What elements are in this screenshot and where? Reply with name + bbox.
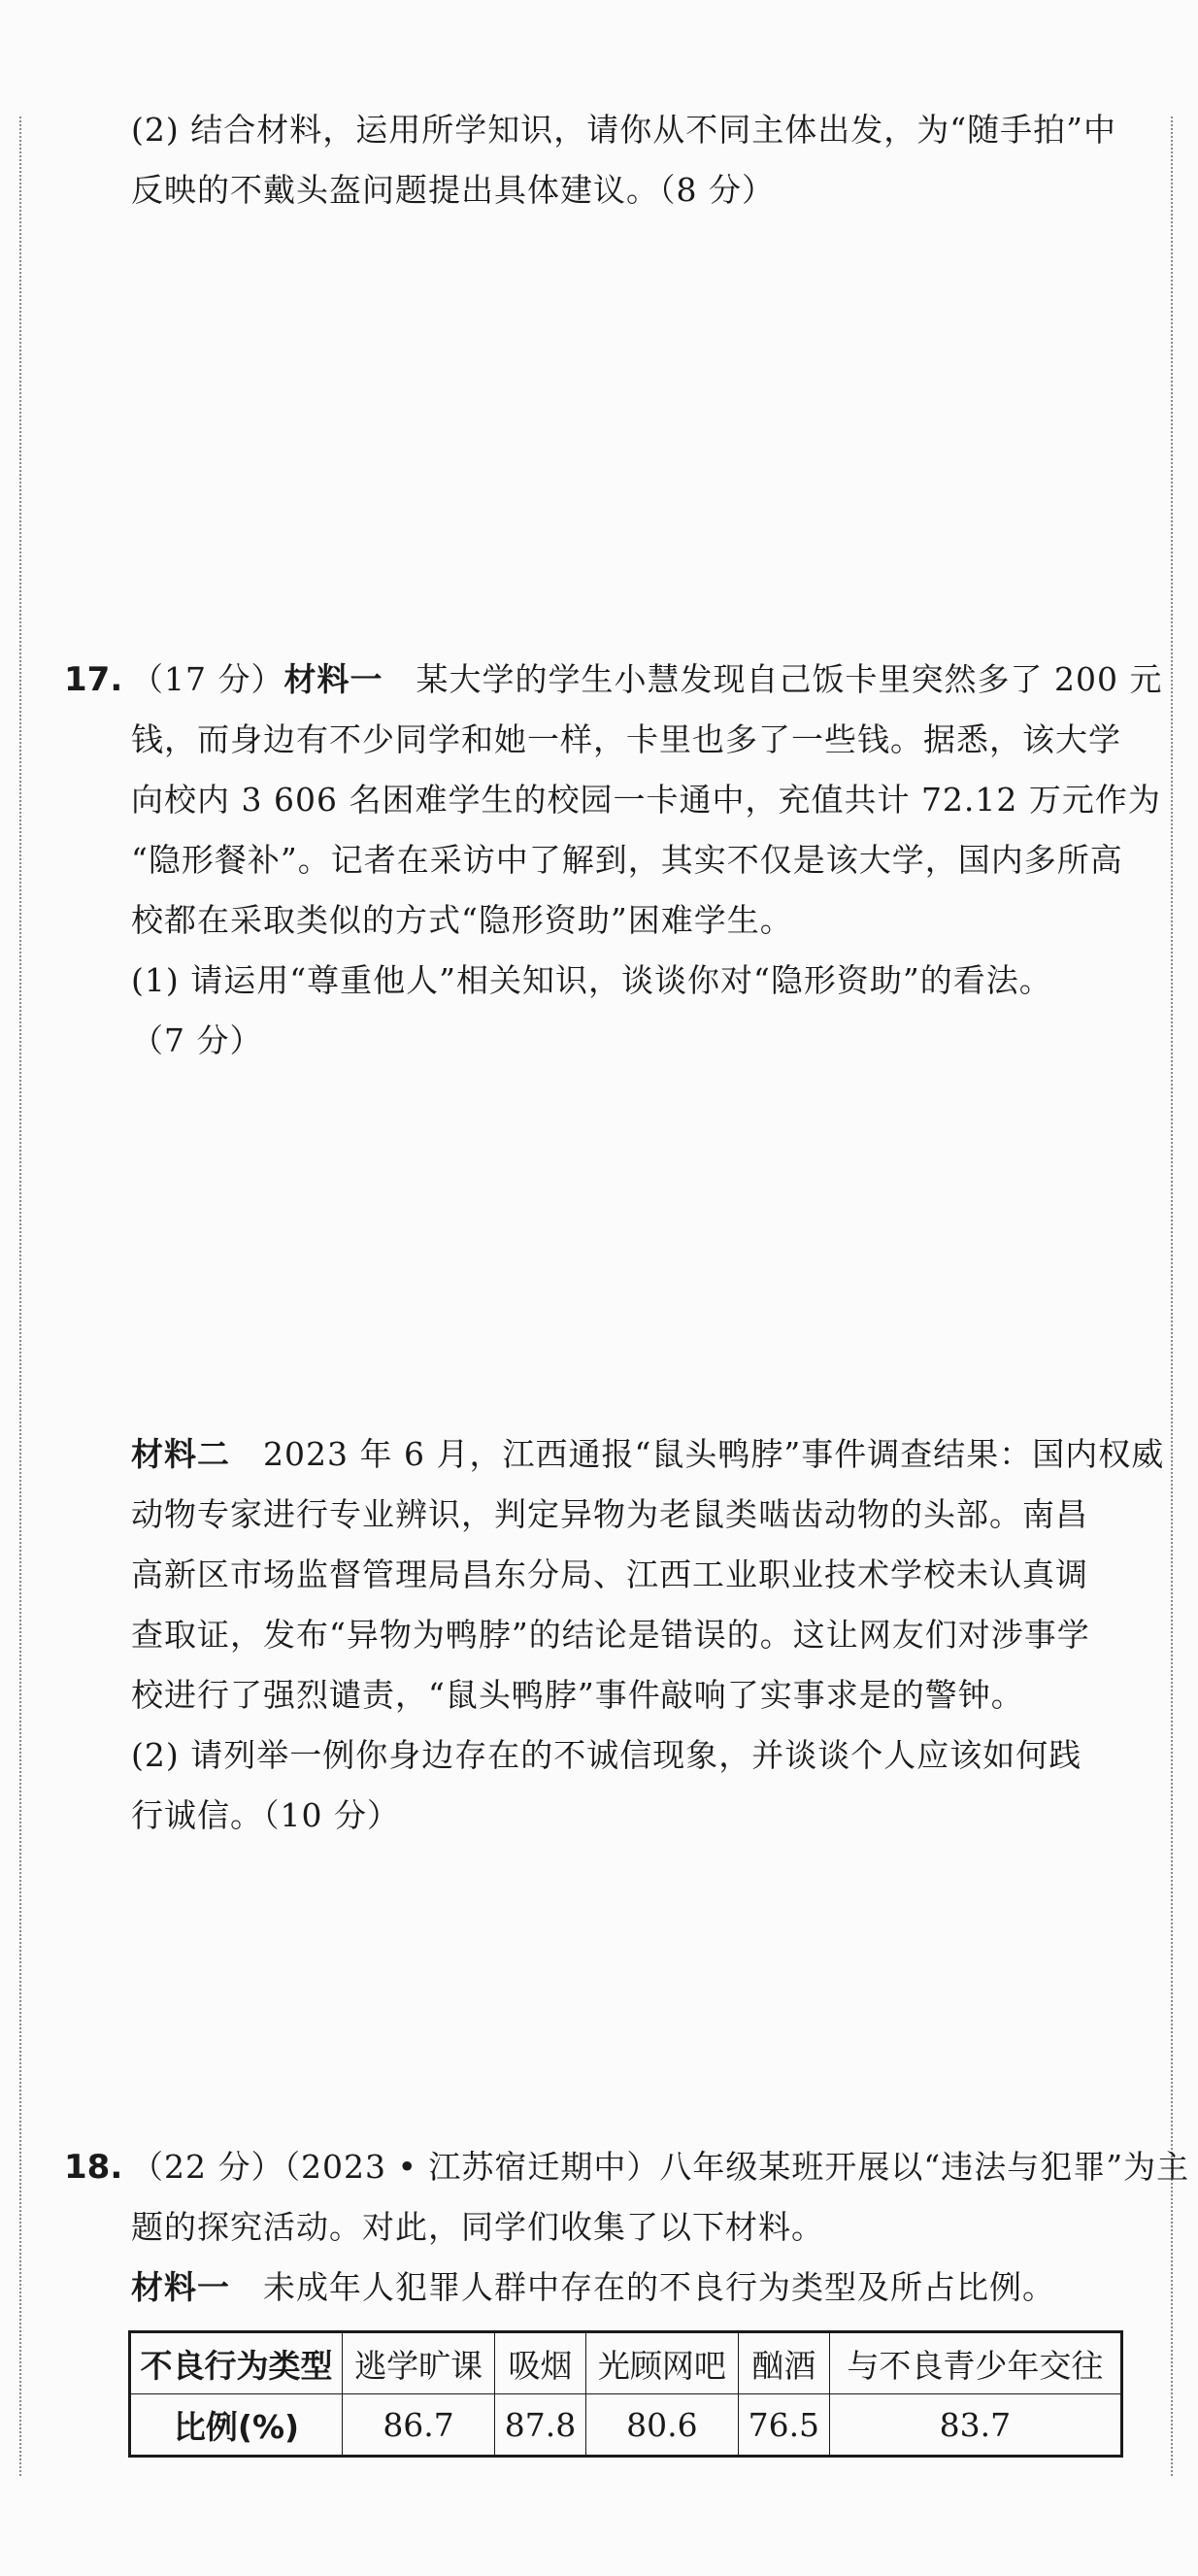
q17-material1-line5: 校都在采取类似的方式“隐形资助”困难学生。 bbox=[131, 901, 793, 939]
q17-material2-line1 bbox=[131, 1435, 1165, 1474]
table-row bbox=[130, 2332, 1122, 2394]
q17-material2-line5: 校进行了强烈谴责，“鼠头鸭脖”事件敲响了实事求是的警钟。 bbox=[131, 1676, 1024, 1714]
q16-sub2-line2: 反映的不戴头盔问题提出具体建议。（8 分） bbox=[131, 171, 775, 209]
q17-material1-text1: 某大学的学生小慧发现自己饭卡里突然多了 200 元 bbox=[383, 660, 1163, 698]
q17-number: 17. bbox=[64, 660, 123, 699]
table-cell: 87.8 bbox=[495, 2394, 586, 2457]
table-row bbox=[130, 2394, 1122, 2457]
q18-material1-text: 未成年人犯罪人群中存在的不良行为类型及所占比例。 bbox=[230, 2268, 1055, 2306]
q17-material1-label: 材料一 bbox=[283, 660, 383, 698]
q17-material1-line2: 钱，而身边有不少同学和她一样，卡里也多了一些钱。据悉，该大学 bbox=[131, 720, 1121, 758]
q18-number: 18. bbox=[64, 2148, 123, 2187]
q17-material2-line3: 高新区市场监督管理局昌东分局、江西工业职业技术学校未认真调 bbox=[131, 1556, 1088, 1593]
table-cell: 光顾网吧 bbox=[585, 2332, 738, 2394]
q17-material2-label: 材料二 bbox=[131, 1435, 230, 1473]
q18-material1-label: 材料一 bbox=[131, 2268, 230, 2306]
q17-material2-line4: 查取证，发布“异物为鸭脖”的结论是错误的。这让网友们对涉事学 bbox=[131, 1616, 1090, 1654]
table-cell: 86.7 bbox=[343, 2394, 495, 2457]
q18-material1-line bbox=[131, 2268, 1141, 2307]
left-binding-line bbox=[19, 117, 21, 2476]
q17-points: （17 分） bbox=[131, 660, 284, 698]
table-cell: 76.5 bbox=[738, 2394, 829, 2457]
q17-sub2-line1: (2) 请列举一例你身边存在的不诚信现象，并谈谈个人应该如何践 bbox=[131, 1736, 1082, 1774]
q18-line2: 题的探究活动。对此，同学们收集了以下材料。 bbox=[131, 2208, 824, 2246]
q17-material1-line4: “隐形餐补”。记者在采访中了解到，其实不仅是该大学，国内多所高 bbox=[131, 841, 1123, 879]
table-cell: 逃学旷课 bbox=[343, 2332, 495, 2394]
bad-behavior-table bbox=[128, 2330, 1123, 2458]
q17-material2-text1: 2023 年 6 月，江西通报“鼠头鸭脖”事件调查结果：国内权威 bbox=[230, 1435, 1165, 1473]
q18-line1: （22 分）（2023 • 江苏宿迁期中）八年级某班开展以“违法与犯罪”为主 bbox=[131, 2148, 1190, 2186]
q17-material1-line3: 向校内 3 606 名困难学生的校园一卡通中，充值共计 72.12 万元作为 bbox=[131, 781, 1161, 819]
q17-sub2-line2: 行诚信。（10 分） bbox=[131, 1796, 400, 1834]
q17-sub1-line2: （7 分） bbox=[131, 1021, 263, 1059]
table-row-header: 比例(%) bbox=[130, 2394, 343, 2457]
table-row-header: 不良行为类型 bbox=[130, 2332, 343, 2394]
table-cell: 与不良青少年交往 bbox=[829, 2332, 1121, 2394]
q17-sub1-line1: (1) 请运用“尊重他人”相关知识，谈谈你对“隐形资助”的看法。 bbox=[131, 961, 1052, 999]
table-cell: 吸烟 bbox=[495, 2332, 586, 2394]
q16-sub2-line1: (2) 结合材料，运用所学知识，请你从不同主体出发，为“随手拍”中 bbox=[131, 111, 1116, 149]
q17-material2-line2: 动物专家进行专业辨识，判定异物为老鼠类啮齿动物的头部。南昌 bbox=[131, 1495, 1088, 1533]
right-binding-line bbox=[1171, 117, 1173, 2476]
table-cell: 酗酒 bbox=[738, 2332, 829, 2394]
table-cell: 80.6 bbox=[585, 2394, 738, 2457]
q17-material1-line1 bbox=[131, 660, 1163, 699]
table-cell: 83.7 bbox=[829, 2394, 1121, 2457]
